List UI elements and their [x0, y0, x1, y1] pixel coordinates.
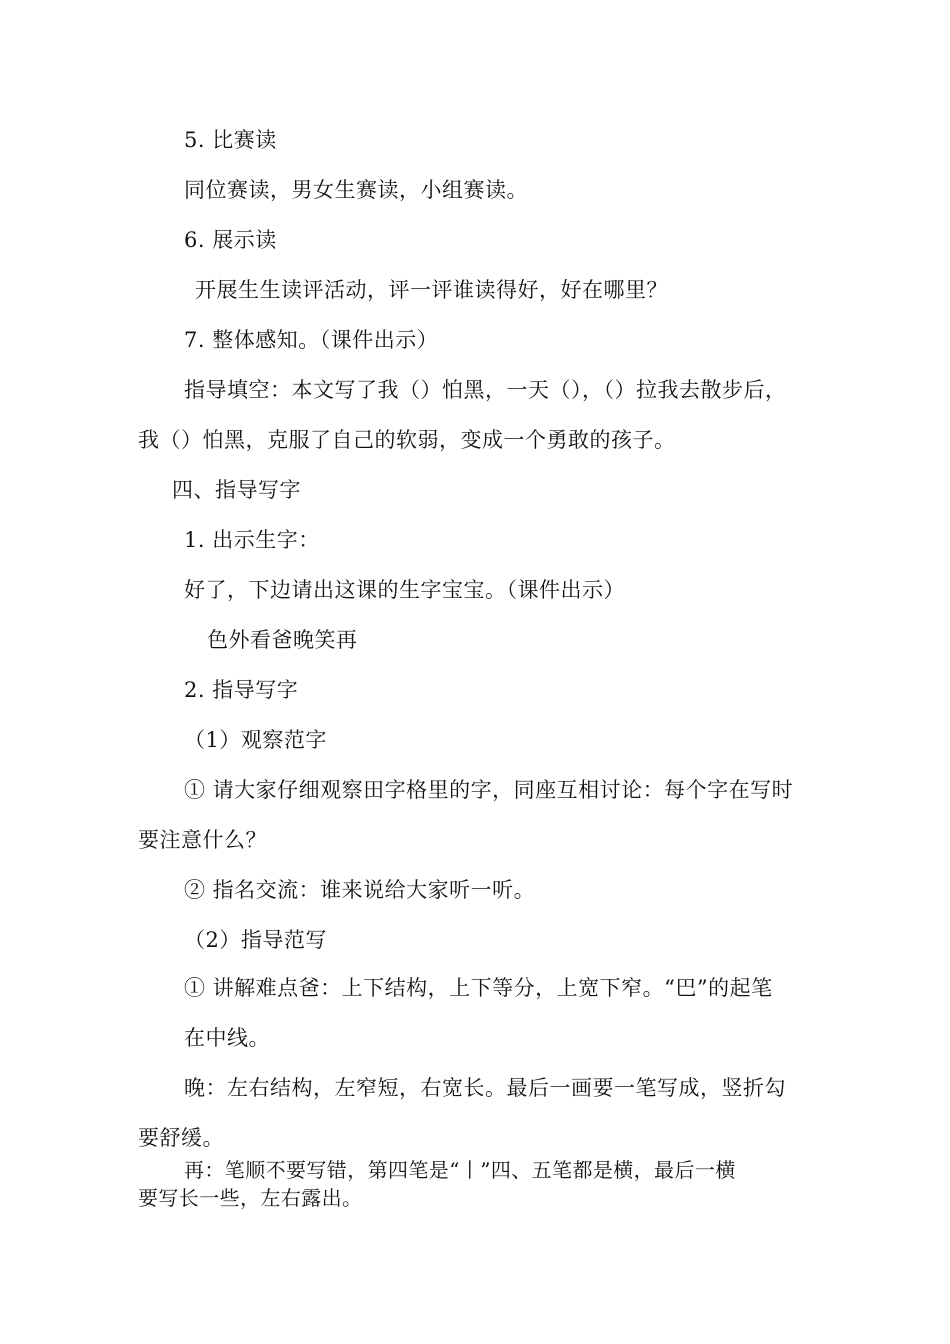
heading-7-overall-perception: 7. 整体感知。（课件出示）: [184, 328, 439, 352]
paragraph-fill-blank-line-2: 我（）怕黑，克服了自己的软弱，变成一个勇敢的孩子。: [138, 428, 676, 452]
heading-6-display-reading: 6. 展示读: [184, 228, 277, 252]
paragraph-zai-line-1: 再：笔顺不要写错，第四笔是“丨”四、五笔都是横，最后一横: [184, 1158, 736, 1182]
paragraph-share: ② 指名交流：谁来说给大家听一听。: [184, 878, 536, 902]
heading-1-show-characters: 1. 出示生字：: [184, 528, 320, 552]
paragraph-ba-line-2: 在中线。: [184, 1026, 270, 1050]
subheading-guided-writing: （2）指导范写: [184, 928, 327, 952]
heading-2-writing-guidance: 2. 指导写字: [184, 678, 299, 702]
paragraph-wan-line-1: 晚：左右结构，左窄短，右宽长。最后一画要一笔写成，竖折勾: [184, 1076, 786, 1100]
paragraph-competition-methods: 同位赛读，男女生赛读，小组赛读。: [184, 178, 528, 202]
paragraph-peer-evaluation: 开展生生读评活动，评一评谁读得好，好在哪里？: [195, 278, 668, 302]
new-characters-list: 色外看爸晚笑再: [207, 628, 358, 652]
heading-5-competition-reading: 5. 比赛读: [184, 128, 277, 152]
paragraph-observe-line-2: 要注意什么？: [138, 828, 267, 852]
subheading-observe-model: （1）观察范字: [184, 728, 327, 752]
paragraph-invite-characters: 好了，下边请出这课的生字宝宝。（课件出示）: [184, 578, 625, 602]
paragraph-ba-line-1: ① 讲解难点爸：上下结构，上下等分，上宽下窄。“巴”的起笔: [184, 976, 773, 1000]
paragraph-wan-line-2: 要舒缓。: [138, 1126, 224, 1150]
paragraph-fill-blank-line-1: 指导填空：本文写了我（）怕黑，一天（），（）拉我去散步后，: [184, 378, 787, 402]
paragraph-zai-line-2: 要写长一些，左右露出。: [138, 1186, 363, 1210]
section-heading-writing-guidance: 四、指导写字: [172, 478, 301, 502]
paragraph-observe-line-1: ① 请大家仔细观察田字格里的字，同座互相讨论：每个字在写时: [184, 778, 794, 802]
